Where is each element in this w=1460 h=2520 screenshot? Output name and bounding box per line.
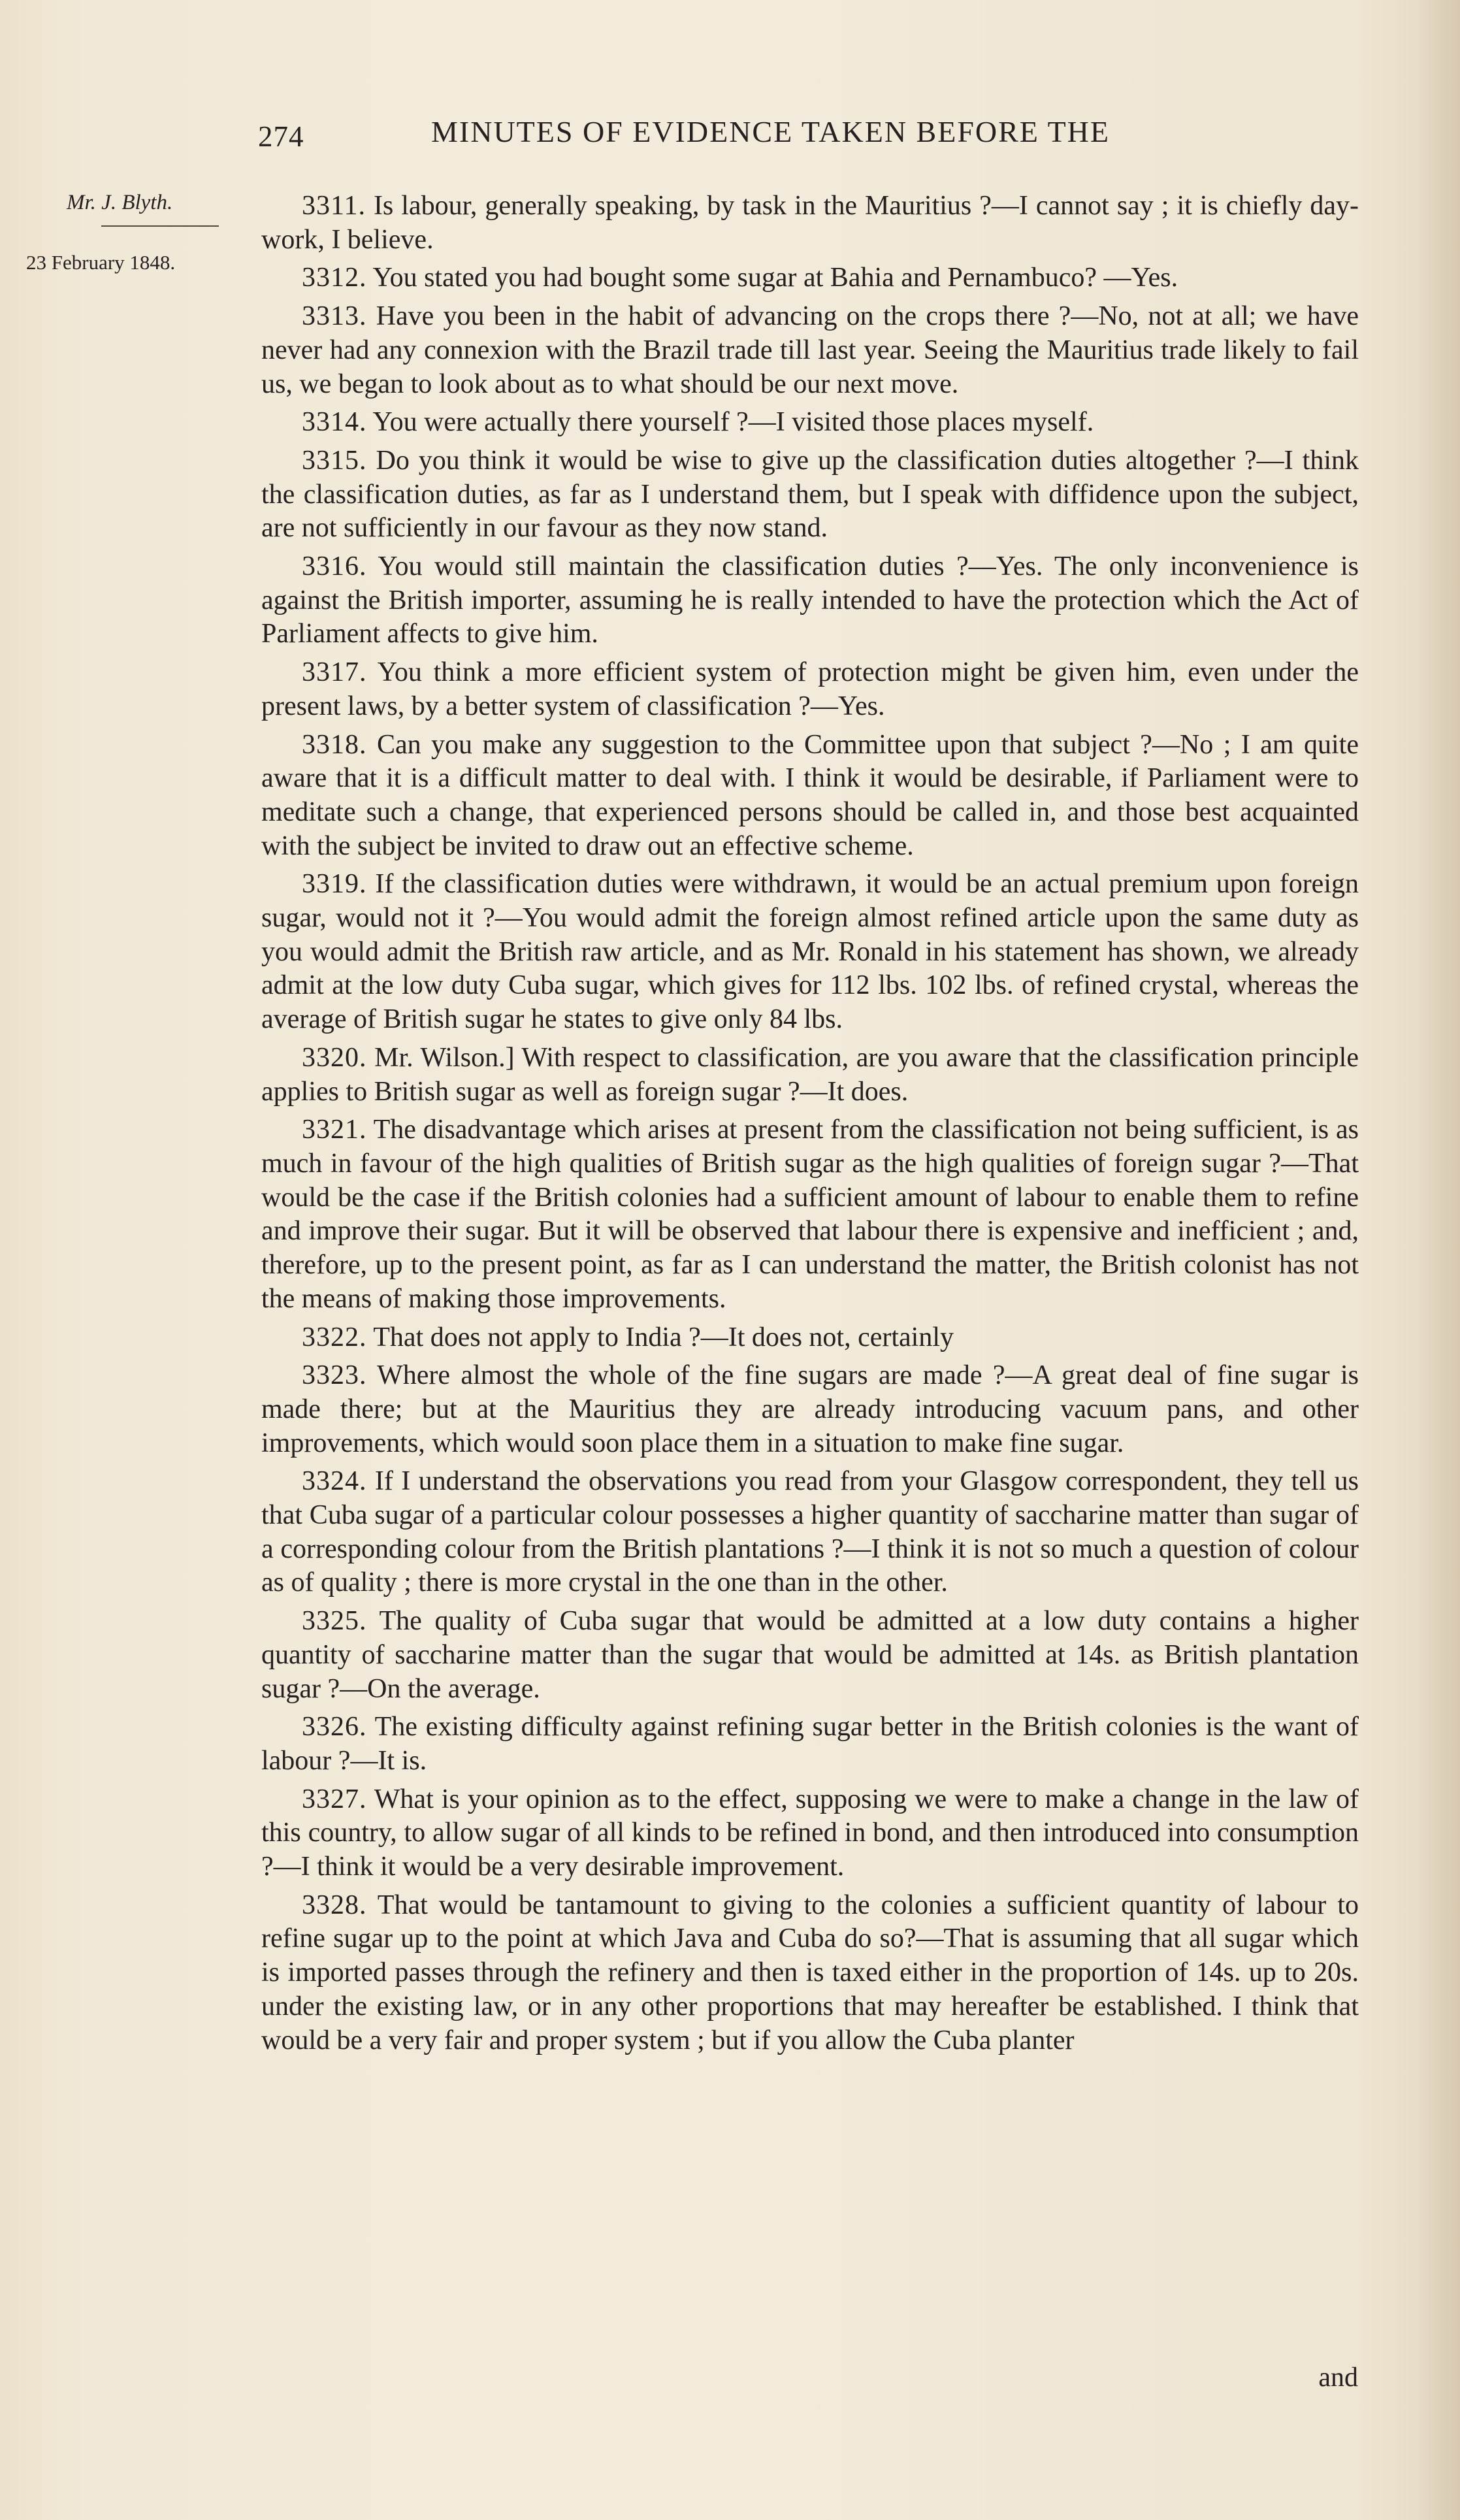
question-number: 3315. bbox=[302, 445, 367, 476]
question-number: 3318. bbox=[302, 729, 367, 760]
question-text: The disadvantage which arises at present from the classification not being sufficient, is as much in favour of the high qualities of British sugar as the high qualities of foreign sugar ?—That would be the case if the British colonies had a sufficient amount of labour to enable them to refine and improve their sugar. But it will be observed that labour there is expensive and inefficient ; and, therefore, up to the present point, as far as I can understand the matter, the British colonist has not the means of making those improvements. bbox=[261, 1115, 1359, 1314]
question-text: That would be tantamount to giving to the colonies a sufficient quantity of labour to refine sugar up to the point at which Java and Cuba do so?—That is assuming that all sugar which is imported passes through the refinery and then is taxed either in the proportion of 14s. up to 20s. under the existing law, or in any other proportions that may hereafter be established. I think that would be a very fair and proper system ; but if you allow the Cuba planter bbox=[261, 1890, 1359, 2055]
page-edge-shadow bbox=[1414, 0, 1460, 2520]
question-number: 3311. bbox=[302, 191, 366, 221]
question-text: You were actually there yourself ?—I visited those places myself. bbox=[366, 407, 1094, 438]
question-text: Is labour, generally speaking, by task in the Mauritius ?—I cannot say ; it is chiefly day-work, I believe. bbox=[261, 191, 1359, 255]
evidence-entry bbox=[261, 406, 1359, 440]
evidence-entry bbox=[261, 1783, 1359, 1884]
question-number: 3324. bbox=[302, 1466, 367, 1497]
question-text: Do you think it would be wise to give up the classification duties altogether ?—I think the classification duties, as far as I understand them, but I speak with diffidence upon the subject, are not sufficiently in our favour as they now stand. bbox=[261, 445, 1359, 544]
question-text: Have you been in the habit of advancing on the crops there ?—No, not at all; we have never had any connexion with the Brazil trade till last year. Seeing the Mauritius trade likely to fail us, we began to look about as to what should be our next move. bbox=[261, 301, 1359, 399]
evidence-entry bbox=[261, 868, 1359, 1037]
evidence-entry bbox=[261, 1113, 1359, 1316]
question-number: 3316. bbox=[302, 551, 367, 582]
evidence-entry bbox=[261, 1359, 1359, 1460]
question-number: 3321. bbox=[302, 1115, 367, 1145]
evidence-entry bbox=[261, 550, 1359, 651]
evidence-entry bbox=[261, 1889, 1359, 2058]
question-text: That does not apply to India ?—It does not, certainly bbox=[366, 1322, 954, 1352]
hearing-date: 23 February 1848. bbox=[26, 251, 176, 274]
question-text: What is your opinion as to the effect, supposing we were to make a change in the law of this country, to allow sugar of all kinds to be refined in bond, and then introduced into consumption ?—I think it would be a very desirable improvement. bbox=[261, 1784, 1359, 1882]
question-text: Mr. Wilson.] With respect to classification, are you aware that the classification principle applies to British sugar as well as foreign sugar ?—It does. bbox=[261, 1042, 1359, 1107]
catchword: and bbox=[1318, 2363, 1358, 2393]
question-text: You think a more efficient system of protection might be given him, even under the present laws, by a better system of classification ?—Yes. bbox=[261, 657, 1359, 721]
evidence-text bbox=[261, 189, 1359, 2404]
evidence-entry bbox=[261, 1041, 1359, 1109]
question-number: 3314. bbox=[302, 407, 367, 438]
question-text: Can you make any suggestion to the Committee upon that subject ?—No ; I am quite aware that it is a difficult matter to deal with. I think it would be desirable, if Parliament were to meditate such a change, that experienced persons should be called in, and those best acquainted with the subject be invited to draw out an effective scheme. bbox=[261, 729, 1359, 861]
evidence-entry bbox=[261, 300, 1359, 401]
question-number: 3323. bbox=[302, 1360, 367, 1391]
question-text: If I understand the observations you read from your Glasgow correspondent, they tell us that Cuba sugar of a particular colour possesses a higher quantity of saccharine matter than sugar of a corresponding colour from the British plantations ?—I think it is not so much a question of colour as of quality ; there is more crystal in the one than in the other. bbox=[261, 1466, 1359, 1598]
question-text: You stated you had bought some sugar at Bahia and Pernambuco? —Yes. bbox=[366, 263, 1178, 293]
evidence-entry bbox=[261, 1605, 1359, 1706]
evidence-entry bbox=[261, 1465, 1359, 1600]
question-number: 3325. bbox=[302, 1606, 367, 1637]
question-text: The existing difficulty against refining sugar better in the British colonies is the want of labour ?—It is. bbox=[261, 1712, 1359, 1776]
question-number: 3312. bbox=[302, 263, 367, 293]
question-text: The quality of Cuba sugar that would be admitted at a low duty contains a higher quantity of saccharine matter than the sugar that would be admitted at 14s. as British plantation sugar ?—On the average. bbox=[261, 1606, 1359, 1704]
question-number: 3317. bbox=[302, 657, 367, 688]
question-number: 3326. bbox=[302, 1712, 367, 1743]
margin-rule bbox=[101, 225, 219, 227]
evidence-entry bbox=[261, 728, 1359, 864]
evidence-entry bbox=[261, 261, 1359, 295]
witness-name: Mr. J. Blyth. bbox=[67, 191, 173, 214]
running-title: MINUTES OF EVIDENCE TAKEN BEFORE THE bbox=[431, 115, 1110, 148]
question-text: Where almost the whole of the fine sugars are made ?—A great deal of fine sugar is made there; but at the Mauritius they are already introducing vacuum pans, and other improvements, which would soon place them in a situation to make fine sugar. bbox=[261, 1360, 1359, 1458]
evidence-entry bbox=[261, 189, 1359, 257]
evidence-entry bbox=[261, 444, 1359, 546]
question-number: 3319. bbox=[302, 869, 367, 900]
question-number: 3313. bbox=[302, 301, 367, 332]
question-number: 3327. bbox=[302, 1784, 367, 1814]
question-text: If the classification duties were withdrawn, it would be an actual premium upon foreign sugar, would not it ?—You would admit the foreign almost refined article upon the same duty as you would admit the British raw article, and as Mr. Ronald in his statement has shown, we already admit at the low duty Cuba sugar, which gives for 112 lbs. 102 lbs. of refined crystal, whereas the average of British sugar he states to give only 84 lbs. bbox=[261, 869, 1359, 1035]
question-text: You would still maintain the classification duties ?—Yes. The only inconvenience is against the British importer, assuming he is really intended to have the protection which the Act of Parliament affects to give him. bbox=[261, 551, 1359, 649]
evidence-entry bbox=[261, 1321, 1359, 1355]
question-number: 3328. bbox=[302, 1890, 367, 1920]
page-number: 274 bbox=[258, 120, 304, 153]
question-number: 3322. bbox=[302, 1322, 367, 1352]
evidence-entry bbox=[261, 1710, 1359, 1778]
question-number: 3320. bbox=[302, 1042, 367, 1073]
page-header bbox=[258, 114, 1375, 160]
evidence-entry bbox=[261, 656, 1359, 723]
